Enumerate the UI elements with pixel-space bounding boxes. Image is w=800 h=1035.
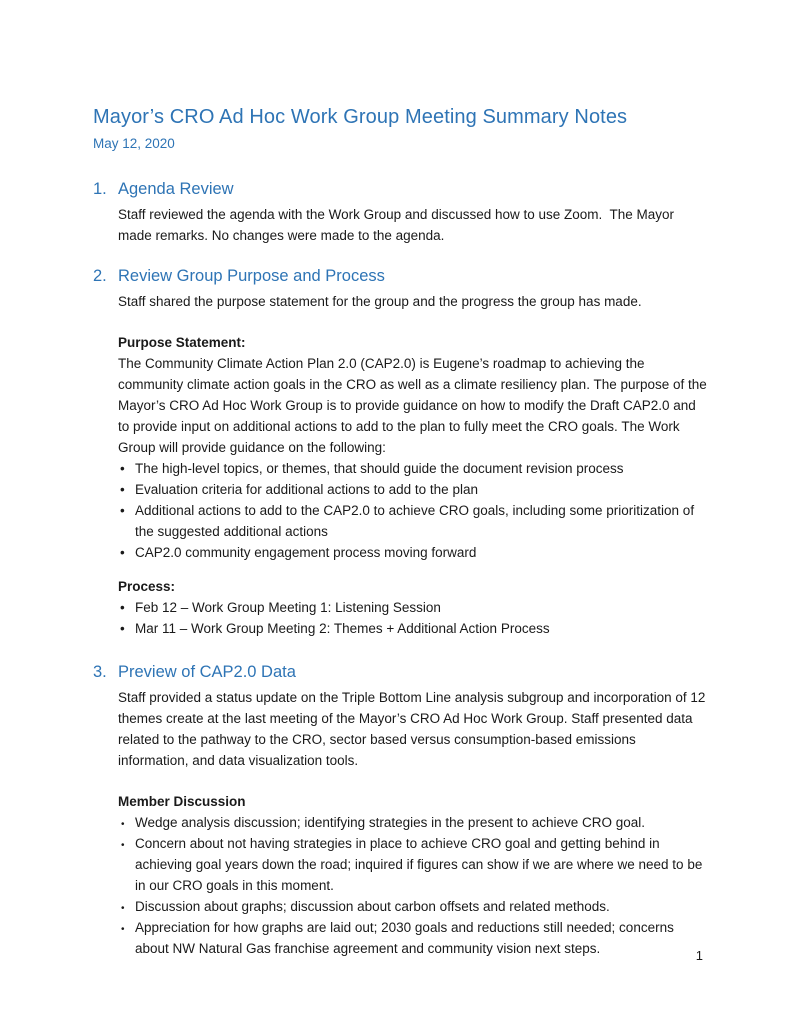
purpose-statement-paragraph: The Community Climate Action Plan 2.0 (CAP2.0) is Eugene’s roadmap to achieving the community climate action goals in the CRO as well as a climate resiliency plan. The purpose of the Mayor’s CRO Ad Hoc Work Group is to provide guidance on how to modify the Draft CAP2.0 and to provide input on additional actions to add to the plan to fully meet the CRO goals. The Work Group will provide guidance on the following: bbox=[118, 356, 711, 455]
section-number: 2. bbox=[93, 267, 107, 285]
page-number: 1 bbox=[695, 948, 703, 963]
section-number: 1. bbox=[93, 180, 107, 198]
section-agenda-review bbox=[93, 178, 709, 246]
section-heading-text: Review Group Purpose and Process bbox=[118, 267, 385, 285]
list-item: • CAP2.0 community engagement process moving forward bbox=[118, 542, 709, 563]
list-item: • Appreciation for how graphs are laid out; 2030 goals and reductions still needed; concerns about NW Natural Gas franchise agreement and community vision next steps. bbox=[118, 917, 709, 959]
document-date: May 12, 2020 bbox=[93, 136, 175, 151]
purpose-bullet-list bbox=[118, 458, 709, 563]
member-discussion-label: Member Discussion bbox=[118, 794, 246, 809]
list-item: • Concern about not having strategies in place to achieve CRO goal and getting behind in achieving goal years down the road; inquired if figures can show if we are where we need to be in our CRO goals in this moment. bbox=[118, 833, 709, 896]
list-item: • Additional actions to add to the CAP2.0 to achieve CRO goals, including some prioritization of the suggested additional actions bbox=[118, 500, 709, 542]
section-purpose-and-process bbox=[93, 265, 709, 639]
page-title: Mayor’s CRO Ad Hoc Work Group Meeting Summary Notes bbox=[93, 106, 628, 128]
section-number: 3. bbox=[93, 663, 107, 681]
list-item: • Wedge analysis discussion; identifying strategies in the present to achieve CRO goal. bbox=[118, 812, 709, 833]
list-item: • Evaluation criteria for additional actions to add to the plan bbox=[118, 479, 709, 500]
section-intro-paragraph: Staff provided a status update on the Triple Bottom Line analysis subgroup and incorporation of 12 themes create at the last meeting of the Mayor’s CRO Ad Hoc Work Group. Staff presented data related to the pathway to the CRO, sector based versus consumption-based emissions information, and data visualization tools. bbox=[118, 690, 710, 768]
list-item: • Discussion about graphs; discussion about carbon offsets and related methods. bbox=[118, 896, 709, 917]
section-preview-cap20-data bbox=[93, 661, 709, 959]
section-heading-text: Agenda Review bbox=[118, 180, 234, 198]
purpose-statement-label: Purpose Statement: bbox=[118, 335, 246, 350]
process-label: Process: bbox=[118, 579, 176, 594]
list-item: • The high-level topics, or themes, that should guide the document revision process bbox=[118, 458, 709, 479]
section-intro-paragraph: Staff shared the purpose statement for the group and the progress the group has made. bbox=[118, 294, 642, 309]
section-heading-agenda-review bbox=[93, 178, 709, 200]
list-item: • Mar 11 – Work Group Meeting 2: Themes + Additional Action Process bbox=[118, 618, 709, 639]
document-content bbox=[93, 104, 709, 959]
section-heading-text: Preview of CAP2.0 Data bbox=[118, 663, 296, 681]
process-bullet-list bbox=[118, 597, 709, 639]
discussion-bullet-list bbox=[118, 812, 709, 959]
list-item: • Feb 12 – Work Group Meeting 1: Listening Session bbox=[118, 597, 709, 618]
section-intro-paragraph: Staff reviewed the agenda with the Work Group and discussed how to use Zoom. The Mayor made remarks. No changes were made to the agenda. bbox=[118, 207, 678, 243]
section-heading-preview-data bbox=[93, 661, 709, 683]
section-heading-purpose-process bbox=[93, 265, 709, 287]
